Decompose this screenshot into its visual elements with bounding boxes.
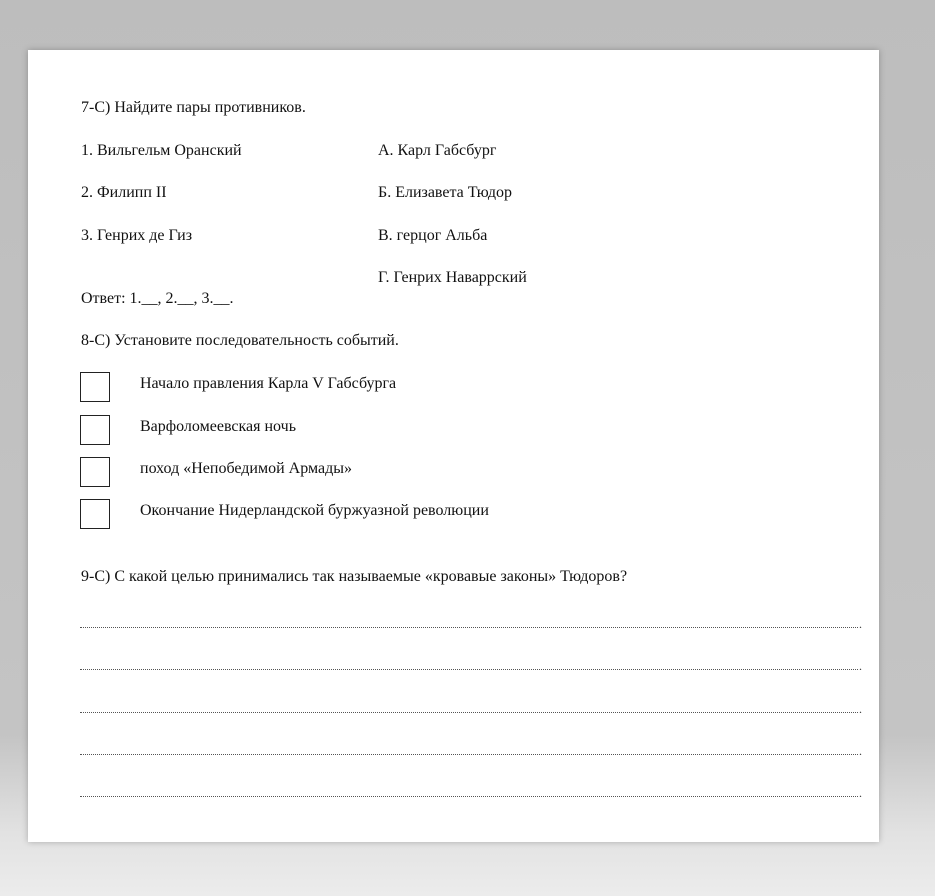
q8-event-4: Окончание Нидерландской буржуазной революции <box>140 502 489 519</box>
question-9-title: 9-С) С какой целью принимались так называемые «кровавые законы» Тюдоров? <box>81 568 628 585</box>
q9-line-end-2: . <box>859 659 862 673</box>
q9-line-end-5: . <box>859 786 862 800</box>
question-7-title: 7-С) Найдите пары противников. <box>81 99 306 116</box>
q7-left-item-1: 1. Вильгельм Оранский <box>81 142 242 159</box>
q8-event-3: поход «Непобедимой Армады» <box>140 460 352 477</box>
q7-right-item-b: Б. Елизавета Тюдор <box>378 184 513 201</box>
q9-answer-line-4[interactable] <box>80 754 858 755</box>
q9-answer-line-3[interactable] <box>80 712 858 713</box>
q8-order-box-4[interactable] <box>80 499 110 529</box>
q8-event-2: Варфоломеевская ночь <box>140 418 296 435</box>
worksheet-page <box>28 50 879 842</box>
q8-event-1: Начало правления Карла V Габсбурга <box>140 375 397 392</box>
q9-answer-line-2[interactable] <box>80 669 858 670</box>
q7-right-item-c: В. герцог Альба <box>378 227 488 244</box>
q7-left-item-3: 3. Генрих де Гиз <box>81 227 193 244</box>
q8-order-box-3[interactable] <box>80 457 110 487</box>
q7-left-item-2: 2. Филипп II <box>81 184 167 201</box>
q9-answer-line-1[interactable] <box>80 627 858 628</box>
q8-order-box-1[interactable] <box>80 372 110 402</box>
q9-answer-line-5[interactable] <box>80 796 858 797</box>
q8-order-box-2[interactable] <box>80 415 110 445</box>
q9-line-end-3: . <box>859 702 862 716</box>
q9-line-end-4: . <box>859 744 862 758</box>
q7-right-item-d: Г. Генрих Наваррский <box>378 269 527 286</box>
q9-line-end-1: . <box>859 617 862 631</box>
question-8-title: 8-С) Установите последовательность событий. <box>81 332 399 349</box>
q7-right-item-a: А. Карл Габсбург <box>378 142 497 159</box>
q7-answer-line[interactable]: Ответ: 1.__, 2.__, 3.__. <box>81 290 234 307</box>
